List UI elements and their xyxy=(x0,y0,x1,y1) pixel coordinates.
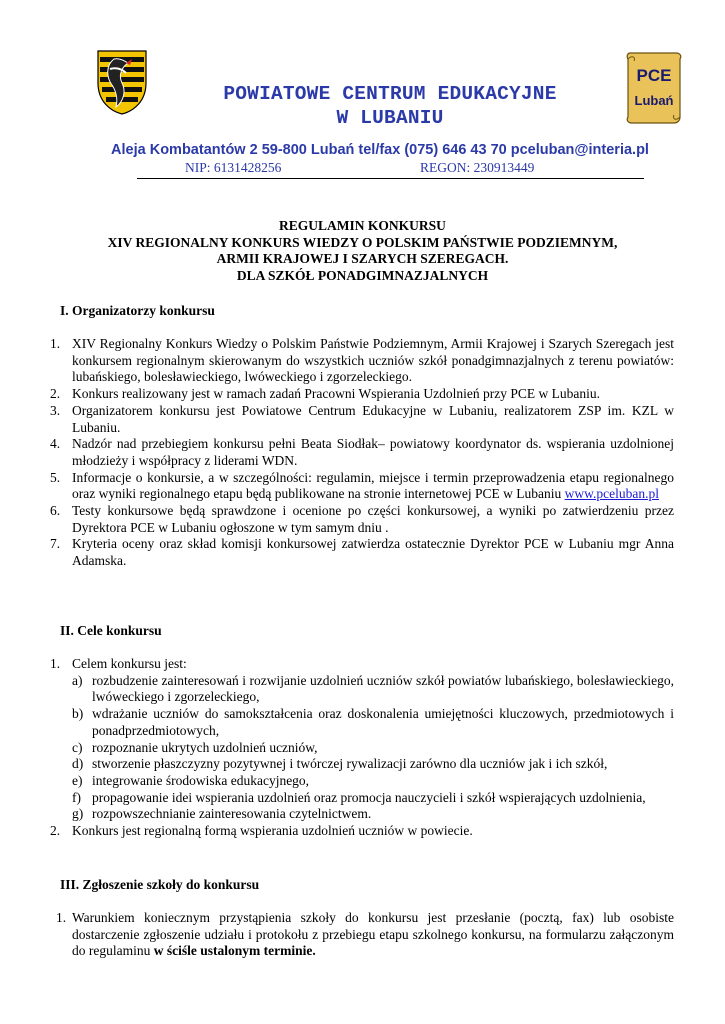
sub-item: a) rozbudzenie zainteresowań i rozwijanie uzdolnień uczniów szkół powiatów lubańskiego, bolesławieckiego, lwóweckiego i zgorzeleckiego, xyxy=(72,672,674,705)
list-item: 2. Konkurs realizowany jest w ramach zadań Pracowni Wspierania Uzdolnień przy PCE w Lubaniu. xyxy=(50,386,600,402)
sub-item: c) rozpoznanie ukrytych uzdolnień uczniów, xyxy=(72,739,318,755)
organization-name: POWIATOWE CENTRUM EDUKACYJNE xyxy=(223,83,557,105)
contact-address: Aleja Kombatantów 2 59-800 Lubań tel/fax (075) 646 43 70 pceluban@interia.pl xyxy=(111,142,649,158)
sub-item: e) integrowanie środowiska edukacyjnego, xyxy=(72,772,310,788)
list-item: 1. Warunkiem koniecznym przystąpienia szkoły do konkursu jest przesłanie (pocztą, fax) lub osobiste dostarczenie zgłoszenie udziału i protokołu z przebiegu etapu szkolnego konkursu, na formularzu załączonym do regulaminu w ściśle ustalonym terminie. xyxy=(56,910,674,959)
section-heading-goals: II. Cele konkursu xyxy=(60,623,162,638)
list-item: 1. Celem konkursu jest: xyxy=(50,656,187,671)
list-item: 5. Informacje o konkursie, a w szczególności: regulamin, miejsce i termin przeprowadzenia etapu regionalnego oraz wyniki regionalnego etapu będą publikowane na stronie internetowej PCE w Lubaniu www.pceluban.pl xyxy=(50,469,674,502)
title-line: ARMII KRAJOWEJ I SZARYCH SZEREGACH. xyxy=(216,251,509,266)
sub-item: b) wdrażanie uczniów do samokształcenia oraz doskonalenia umiejętności kluczowych, przedmiotowych i ponadprzedmiotowych, xyxy=(72,706,674,738)
sub-item: d) stworzenie płaszczyzny pozytywnej i twórczej rywalizacji zarówno dla uczniów jak i ich szkół, xyxy=(72,756,608,772)
goals-list xyxy=(50,656,674,840)
list-item: 4. Nadzór nad przebiegiem konkursu pełni Beata Siodłak– powiatowy koordynator ds. wspierania uzdolnionej młodzieży i współpracy z liderami WDN. xyxy=(50,436,674,468)
sub-item: g) rozpowszechnianie zainteresowania czytelnictwem. xyxy=(72,806,372,822)
organizers-list xyxy=(50,336,674,570)
organization-city: W LUBANIU xyxy=(336,107,444,129)
list-item: 6. Testy konkursowe będą sprawdzone i ocenione po części konkursowej, a wyniki po zatwierdzeniu przez Dyrektora PCE w Lubaniu ogłoszone w tym samym dniu . xyxy=(50,503,674,535)
svg-text:Lubań: Lubań xyxy=(634,93,674,108)
title-line: XIV REGIONALNY KONKURS WIEDZY O POLSKIM PAŃSTWIE PODZIEMNYM, xyxy=(107,234,618,250)
nip-number: NIP: 6131428256 xyxy=(185,160,282,175)
list-item: 7. Kryteria oceny oraz skład komisji konkursowej zatwierdza ostatecznie Dyrektor PCE w Lubaniu mgr Anna Adamska. xyxy=(50,536,674,569)
goals-sublist xyxy=(50,673,674,823)
svg-text:PCE: PCE xyxy=(636,66,672,85)
header-divider xyxy=(137,178,644,179)
list-item: 3. Organizatorem konkursu jest Powiatowe Centrum Edukacyjne w Lubaniu, realizatorem ZSP im. KZL w Lubaniu. xyxy=(50,402,674,435)
title-line: DLA SZKÓŁ PONADGIMNAZJALNYCH xyxy=(236,267,489,283)
coat-of-arms-logo xyxy=(96,49,148,115)
list-item: 2. Konkurs jest regionalną formą wspierania uzdolnień uczniów w powiecie. xyxy=(50,823,473,839)
title-line: REGULAMIN KONKURSU xyxy=(279,218,446,233)
pce-scroll-logo xyxy=(622,47,686,127)
section-heading-organizers: I. Organizatorzy konkursu xyxy=(60,303,215,318)
sub-item: f) propagowanie idei wspierania uzdolnień oraz promocja nauczycieli i szkół wspierających uzdolnienia, xyxy=(72,789,646,805)
list-item: 1. XIV Regionalny Konkurs Wiedzy o Polskim Państwie Podziemnym, Armii Krajowej i Szarych Szeregach jest konkursem regionalnym skierowanym do wszystkich uczniów szkół ponadgimnazjalnych z terenu powiatów: lubańskiego, bolesławieckiego, lwóweckiego i zgorzeleckiego. xyxy=(50,336,674,385)
document-title xyxy=(30,218,695,284)
website-link[interactable]: www.pceluban.pl xyxy=(564,486,659,502)
section-heading-registration: III. Zgłoszenie szkoły do konkursu xyxy=(60,877,260,892)
registration-list xyxy=(50,910,674,960)
regon-number: REGON: 230913449 xyxy=(420,160,535,175)
